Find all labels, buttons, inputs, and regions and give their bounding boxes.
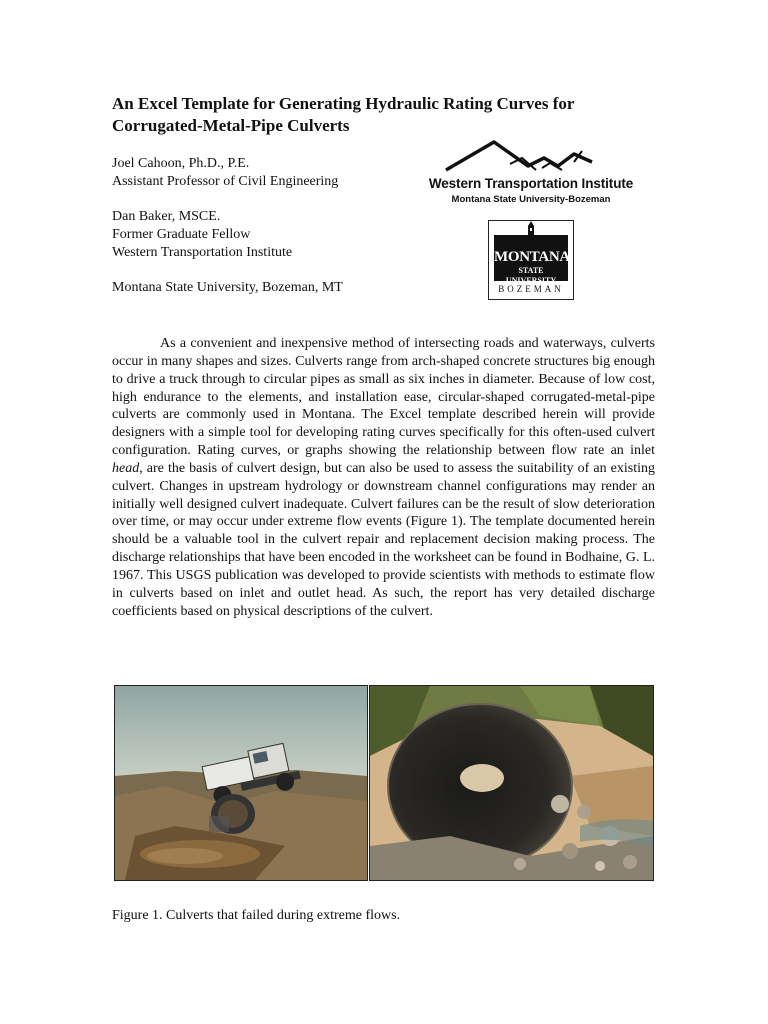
wti-logo-name: Western Transportation Institute — [428, 176, 634, 191]
failed-culvert-truck-photo — [114, 685, 368, 881]
wti-logo-subtitle: Montana State University-Bozeman — [451, 194, 611, 205]
tower-icon — [525, 221, 537, 239]
author2-title: Former Graduate Fellow — [112, 227, 251, 242]
figure-caption: Figure 1. Culverts that failed during extreme flows. — [112, 908, 401, 923]
wti-logo — [424, 136, 634, 208]
msu-logo — [488, 220, 574, 300]
document-title: An Excel Template for Generating Hydraulic Rating Curves for Corrugated-Metal-Pipe Culverts — [112, 94, 575, 135]
msu-logo-university: STATE UNIVERSITY — [505, 266, 557, 285]
author2-org: Western Transportation Institute — [112, 245, 293, 260]
mountain-icon — [424, 136, 634, 176]
msu-logo-name: MONTANA — [494, 249, 570, 265]
body-text-part2: , are the basis of culvert design, but can also be used to assess the suitability of an existing culvert. Changes in upstream hydrology or downstream channel configurations may render an initially well designed culvert inadequate. Culvert failures can be the result of slow deterioration over time, or may occur under extreme flow events (Figure 1). The template documented herein should be a valuable tool in the culvert repair and replacement decision making process. The discharge relationships that have been encoded in the worksheet can be found in Bodhaine, G. L. 1967. This USGS publication was developed to provide scientists with methods to estimate flow in culverts based on inlet and outlet head. As such, the report has very detailed discharge coefficients based on physical descriptions of the culvert. — [112, 460, 655, 619]
failed-culvert-pipe-photo — [369, 685, 654, 881]
msu-logo-panel — [494, 235, 570, 285]
author-location: Montana State University, Bozeman, MT — [112, 280, 343, 295]
author2-name: Dan Baker, MSCE. — [112, 209, 221, 224]
msu-logo-city: BOZEMAN — [498, 284, 564, 294]
author1-name: Joel Cahoon, Ph.D., P.E. — [112, 156, 250, 171]
author1-title: Assistant Professor of Civil Engineering — [112, 174, 339, 189]
body-text-emphasis: head — [112, 460, 140, 476]
body-paragraph — [112, 335, 655, 621]
body-text-part1: As a convenient and inexpensive method of intersecting roads and waterways, culverts occur in many shapes and sizes. Culverts range from arch-shaped concrete structures big enough to drive a truck through to circular pipes as small as six inches in diameter. Because of low cost, high endurance to the elements, and installation ease, circular-shaped corrugated-metal-pipe culverts are commonly used in Montana. The Excel template described herein will provide designers with a simple tool for developing rating curves specifically for this often-used culvert configuration. Rating curves, or graphs showing the relationship between flow rate an inlet — [112, 336, 655, 459]
author-block — [112, 155, 432, 297]
